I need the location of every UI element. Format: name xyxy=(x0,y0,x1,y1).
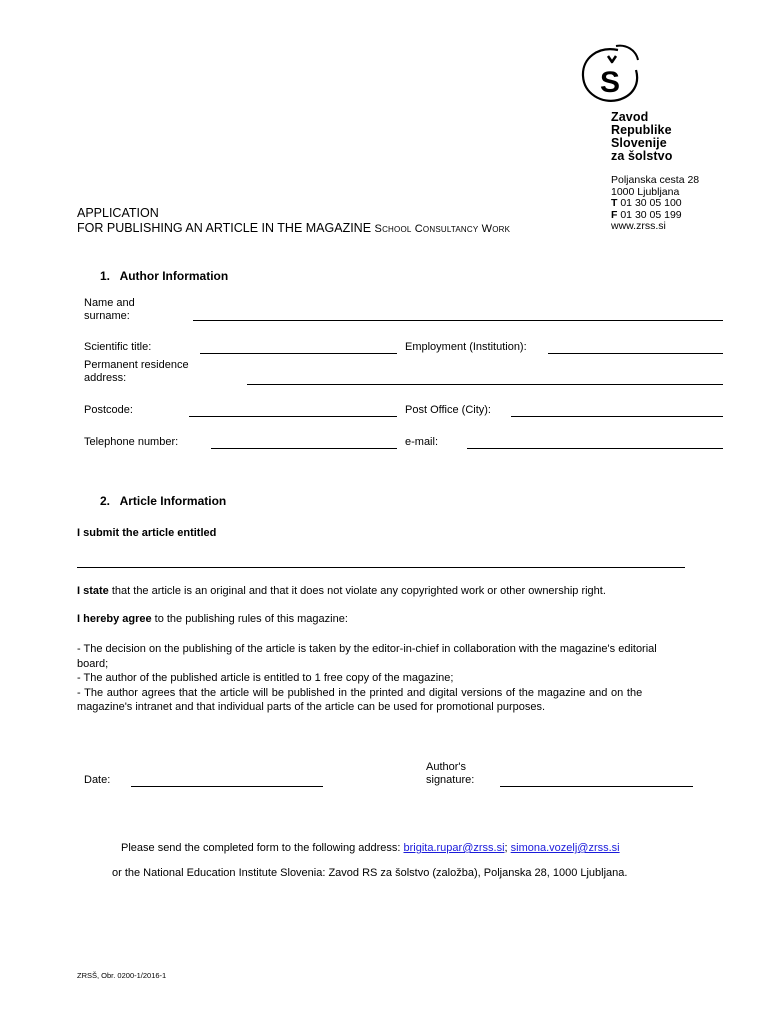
statement-bold: I state xyxy=(77,585,109,597)
address-line-1: Poljanska cesta 28 xyxy=(611,174,700,186)
agreement-rest: to the publishing rules of this magazine: xyxy=(151,613,348,625)
rule-3-line-2: magazine's intranet and that individual parts of the article can be used for promotional purposes. xyxy=(77,701,546,713)
alternative-address: or the National Education Institute Slovenia: Zavod RS za šolstvo (založba), Poljanska 28, 1000 Ljubljana. xyxy=(112,867,628,879)
postcode-field[interactable] xyxy=(189,416,397,417)
svg-text:S: S xyxy=(600,66,621,99)
rule-1-line-2: board; xyxy=(77,657,109,670)
submit-article-label: I submit the article entitled xyxy=(77,527,217,539)
post-office-field[interactable] xyxy=(511,416,723,417)
email-link-simona[interactable]: simona.vozelj@zrss.si xyxy=(510,842,620,854)
name-label-line-1: Name and xyxy=(84,297,135,309)
employment-label: Employment (Institution): xyxy=(405,341,527,353)
agreement-text xyxy=(77,613,348,626)
email-link-brigita[interactable]: brigita.rupar@zrss.si xyxy=(403,842,505,854)
author-label-line-1: Author's xyxy=(426,761,467,773)
email-label: e-mail: xyxy=(405,436,439,448)
fax-prefix: F xyxy=(611,208,618,221)
statement-text xyxy=(77,585,606,598)
institution-name-line: za šolstvo xyxy=(611,149,673,163)
residence-label-line-2: address: xyxy=(84,372,127,384)
date-field[interactable] xyxy=(131,786,323,787)
postcode-label: Postcode: xyxy=(84,404,133,416)
send-text: Please send the completed form to the following address: xyxy=(121,842,404,854)
name-field[interactable] xyxy=(193,320,723,321)
date-label: Date: xyxy=(84,774,111,786)
post-office-label: Post Office (City): xyxy=(405,404,491,416)
name-label-line-2: surname: xyxy=(84,310,130,322)
institution-contact xyxy=(611,175,699,233)
statement-rest: that the article is an original and that it does not violate any copyrighted work or other ownership right. xyxy=(108,585,606,597)
zrss-logo-icon xyxy=(578,40,648,108)
website: www.zrss.si xyxy=(611,220,666,232)
title-line-1: APPLICATION xyxy=(77,206,159,220)
name-label xyxy=(84,297,135,323)
author-label-line-2: signature: xyxy=(426,774,475,786)
rule-3-line-1: - The author agrees that the article will be published in the printed and digital versions of the magazine and on the xyxy=(77,686,643,699)
institution-name-line: Slovenije xyxy=(611,136,667,150)
title-main: FOR PUBLISHING AN ARTICLE IN THE MAGAZINE xyxy=(77,221,372,235)
title-line-2 xyxy=(77,221,510,237)
phone-prefix: T xyxy=(611,197,618,209)
telephone-field[interactable] xyxy=(211,448,397,449)
form-code: ZRSŠ, Obr. 0200-1/2016-1 xyxy=(77,971,167,980)
document-title xyxy=(77,206,510,237)
scientific-title-label: Scientific title: xyxy=(84,341,152,353)
institution-logo xyxy=(578,40,648,108)
rule-1-line-1: - The decision on the publishing of the article is taken by the editor-in-chief in collaboration with the magazine's editorial xyxy=(77,643,657,655)
section-2-heading: 2. Article Information xyxy=(100,494,227,508)
institution-name xyxy=(611,111,672,163)
article-title-field[interactable] xyxy=(77,567,685,568)
rule-2: - The author of the published article is entitled to 1 free copy of the magazine; xyxy=(77,672,454,684)
send-instructions xyxy=(121,842,620,855)
institution-name-line: Republike xyxy=(611,123,672,137)
scientific-title-field[interactable] xyxy=(200,353,397,354)
residence-label-line-1: Permanent residence xyxy=(84,359,189,371)
residence-field[interactable] xyxy=(247,384,723,385)
author-signature-label xyxy=(426,761,474,787)
agreement-bold: I hereby agree xyxy=(77,613,152,625)
institution-name-line: Zavod xyxy=(611,110,649,124)
telephone-label: Telephone number: xyxy=(84,436,179,448)
phone-number: 01 30 05 100 xyxy=(620,197,682,209)
employment-field[interactable] xyxy=(548,353,723,354)
residence-label xyxy=(84,359,189,385)
address-line-2: 1000 Ljubljana xyxy=(611,185,680,198)
signature-field[interactable] xyxy=(500,786,693,787)
email-separator: ; xyxy=(504,842,511,854)
email-field[interactable] xyxy=(467,448,723,449)
fax-number: 01 30 05 199 xyxy=(620,208,682,221)
publishing-rules xyxy=(77,642,697,715)
section-1-heading: 1. Author Information xyxy=(100,269,229,283)
magazine-name: School Consultancy Work xyxy=(374,223,511,235)
